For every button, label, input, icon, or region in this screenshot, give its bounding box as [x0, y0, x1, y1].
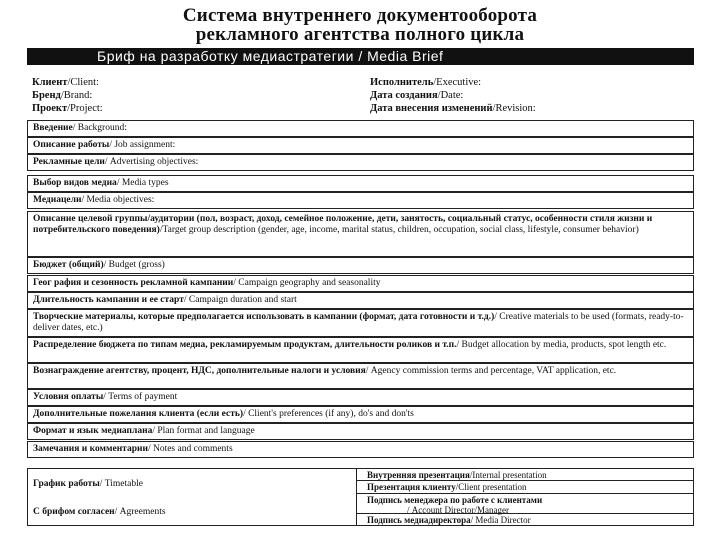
client-presentation-cell[interactable]	[357, 481, 693, 494]
client-presentation-en: /Client presentation	[455, 482, 527, 492]
row-label-en: / Client's preferences (if any), do's and don'ts	[243, 409, 414, 419]
date-label-en: /Date:	[437, 90, 464, 101]
internal-presentation-en: /Internal presentation	[469, 470, 547, 480]
row-label-en: / Advertising objectives:	[104, 157, 199, 167]
bottom-left-block	[27, 468, 357, 526]
row-label-en: / Terms of payment	[103, 392, 178, 402]
media-director-signature-cell[interactable]	[357, 514, 693, 525]
row-notes[interactable]	[27, 441, 694, 458]
row-label-ru: Длительность кампании и ее старт	[33, 295, 184, 305]
agreements-label-en: / Agreements	[114, 507, 166, 517]
row-label-ru: Бюджет (общий)	[33, 260, 104, 270]
row-label-en: / Budget (gross)	[103, 260, 165, 270]
brief-banner: Бриф на разработку медиастратегии / Media Brief	[27, 48, 694, 65]
client-presentation-ru: Презентация клиенту	[367, 482, 456, 492]
row-target-group[interactable]	[27, 211, 694, 257]
row-duration[interactable]	[27, 292, 694, 309]
bottom-right-block	[357, 468, 694, 526]
row-creative-materials[interactable]	[27, 309, 694, 337]
row-label-en: /Target group description (gender, age, income, marital status, children, occupation, social class, lifestyle, consumer behavior)	[159, 225, 639, 235]
row-label-ru: Введение	[33, 123, 73, 133]
row-label-en: / Creative materials to be used (formats, ready-to-deliver dates, etc.)	[33, 312, 684, 333]
project-label-en: /Project:	[67, 103, 103, 114]
row-label-en: / Plan format and language	[152, 426, 255, 436]
row-plan-format[interactable]	[27, 423, 694, 440]
revision-label-ru: Дата внесения изменений	[370, 103, 493, 114]
row-media-types[interactable]	[27, 175, 694, 192]
executive-label-ru: Исполнитель	[370, 77, 434, 88]
media-director-ru: Подпись медиадиректора	[367, 515, 471, 525]
row-label-ru: Описание работы	[33, 140, 110, 150]
row-label-en: / Budget allocation by media, products, spot length etc.	[456, 340, 667, 350]
executive-field[interactable]	[370, 76, 536, 89]
media-director-en: / Media Director	[470, 515, 531, 525]
brand-field[interactable]	[32, 89, 103, 102]
row-background[interactable]	[27, 120, 694, 137]
row-label-ru: Описание целевой группы/аудитории (пол, возраст, доход, семейное положение, дети, занятость, социальный статус, особенности стиля жизни и потребительского поведения)	[33, 214, 653, 235]
row-client-preferences[interactable]	[27, 406, 694, 423]
row-label-ru: Вознаграждение агентству, процент, НДС, дополнительные налоги и условия	[33, 366, 366, 376]
row-geography[interactable]	[27, 275, 694, 292]
brand-label-ru: Бренд	[32, 90, 61, 101]
revision-label-en: /Revision:	[492, 103, 536, 114]
agreements-field[interactable]	[33, 507, 166, 517]
row-budget[interactable]	[27, 257, 694, 274]
row-agency-commission[interactable]	[27, 363, 694, 389]
account-manager-ru: Подпись менеджера по работе с клиентами	[367, 495, 543, 505]
row-label-en: / Media objectives:	[81, 195, 155, 205]
row-label-en: / Agency commission terms and percentage, VAT application, etc.	[365, 366, 617, 376]
row-label-ru: Медиацели	[33, 195, 82, 205]
row-budget-allocation[interactable]	[27, 337, 694, 363]
revision-field[interactable]	[370, 102, 536, 115]
row-label-en: / Media types	[116, 178, 169, 188]
timetable-field[interactable]	[33, 479, 143, 489]
row-label-ru: Формат и язык медиаплана	[33, 426, 153, 436]
meta-left-fields	[32, 76, 103, 115]
account-manager-signature-cell[interactable]	[357, 494, 693, 514]
timetable-label-en: / Timetable	[99, 479, 143, 489]
account-manager-en: / Account Director/Manager	[407, 505, 509, 515]
row-payment-terms[interactable]	[27, 389, 694, 406]
row-label-en: / Background:	[72, 123, 127, 133]
row-label-ru: Распределение бюджета по типам медиа, рекламируемым продуктам, длительности роликов и т.п.	[33, 340, 457, 350]
row-label-en: / Notes and comments	[147, 444, 233, 454]
timetable-label-ru: График работы	[33, 479, 100, 489]
client-label-en: /Client:	[67, 77, 99, 88]
row-job-assignment[interactable]	[27, 137, 694, 154]
row-label-ru: Геог рафия и сезонность рекламной кампании	[33, 278, 234, 288]
row-label-en: / Campaign geography and seasonality	[233, 278, 381, 288]
agreements-label-ru: С брифом согласен	[33, 507, 115, 517]
date-field[interactable]	[370, 89, 536, 102]
row-label-ru: Условия оплаты	[33, 392, 104, 402]
internal-presentation-ru: Внутренняя презентация	[367, 470, 470, 480]
row-label-ru: Рекламные цели	[33, 157, 105, 167]
brand-label-en: /Brand:	[60, 90, 93, 101]
row-label-ru: Дополнительные пожелания клиента (если есть)	[33, 409, 244, 419]
client-label-ru: Клиент	[32, 77, 68, 88]
project-label-ru: Проект	[32, 103, 68, 114]
row-media-objectives[interactable]	[27, 192, 694, 209]
row-label-ru: Замечания и комментарии	[33, 444, 148, 454]
row-label-ru: Творческие материалы, которые предполагается использовать в кампании (формат, дата готовности и т.д.)	[33, 312, 495, 322]
internal-presentation-cell[interactable]	[357, 469, 693, 481]
project-field[interactable]	[32, 102, 103, 115]
row-label-ru: Выбор видов медиа	[33, 178, 117, 188]
row-label-en: / Job assignment:	[109, 140, 176, 150]
row-label-en: / Campaign duration and start	[183, 295, 297, 305]
client-field[interactable]	[32, 76, 103, 89]
document-title-line2: рекламного агентства полного цикла	[195, 24, 525, 45]
document-title-line1: Система внутреннего документооборота	[182, 5, 538, 26]
meta-right-fields	[370, 76, 536, 115]
date-label-ru: Дата создания	[370, 90, 438, 101]
row-advertising-objectives[interactable]	[27, 154, 694, 171]
executive-label-en: /Executive:	[433, 77, 482, 88]
